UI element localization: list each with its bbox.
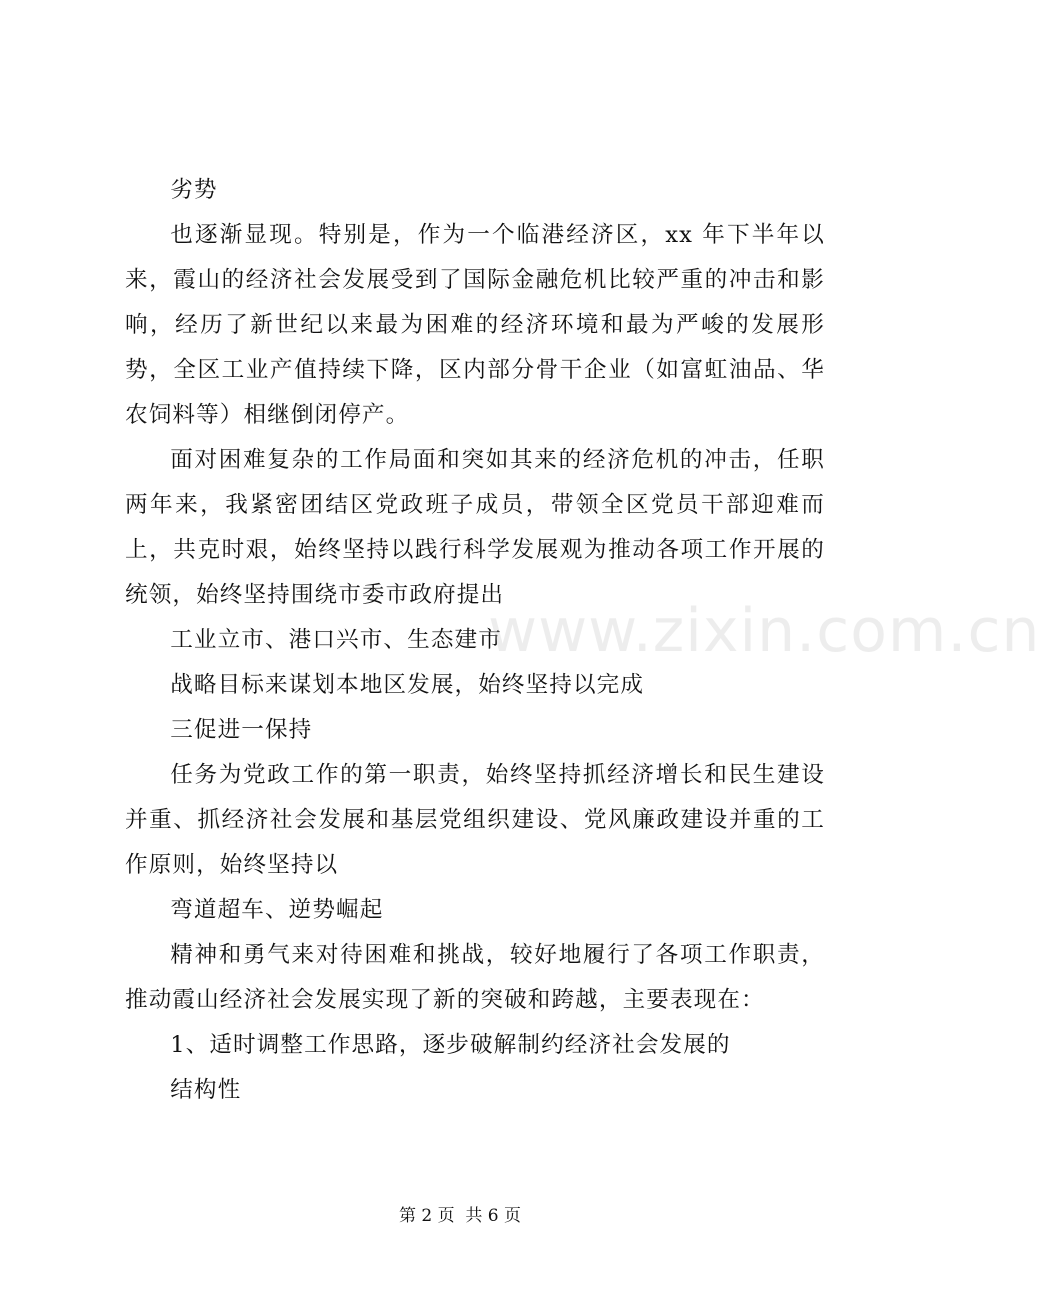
paragraph: 三促进一保持 [170, 717, 313, 743]
paragraph: 结构性 [170, 1077, 242, 1103]
paragraph: 任务为党政工作的第一职责，始终坚持抓经济增长和民生建设并重、抓经济社会发展和基层党组织建设、党风廉政建设并重的工作原则，始终坚持以 [125, 762, 825, 878]
paragraph: 精神和勇气来对待困难和挑战，较好地履行了各项工作职责，推动霞山经济社会发展实现了新的突破和跨越，主要表现在： [125, 942, 825, 1013]
page-number-footer: 第 2 页 共 6 页 [398, 1206, 522, 1226]
paragraph: 弯道超车、逆势崛起 [170, 897, 384, 923]
paragraph: 工业立市、港口兴市、生态建市 [170, 627, 502, 653]
paragraph: 面对困难复杂的工作局面和突如其来的经济危机的冲击，任职两年来，我紧密团结区党政班子成员，带领全区党员干部迎难而上，共克时艰，始终坚持以践行科学发展观为推动各项工作开展的统领，始终坚持围绕市委市政府提出 [125, 447, 825, 608]
watermark: www.zixin.com.cn [488, 596, 1040, 666]
paragraph: 1、适时调整工作思路，逐步破解制约经济社会发展的 [170, 1032, 731, 1058]
paragraph: 战略目标来谋划本地区发展，始终坚持以完成 [170, 672, 645, 698]
document-body [125, 168, 825, 1113]
paragraph: 劣势 [170, 177, 218, 203]
paragraph: 也逐渐显现。特别是，作为一个临港经济区，xx 年下半年以来，霞山的经济社会发展受到了国际金融危机比较严重的冲击和影响，经历了新世纪以来最为困难的经济环境和最为严峻的发展形势，全区工业产值持续下降，区内部分骨干企业（如富虹油品、华农饲料等）相继倒闭停产。 [125, 222, 825, 428]
